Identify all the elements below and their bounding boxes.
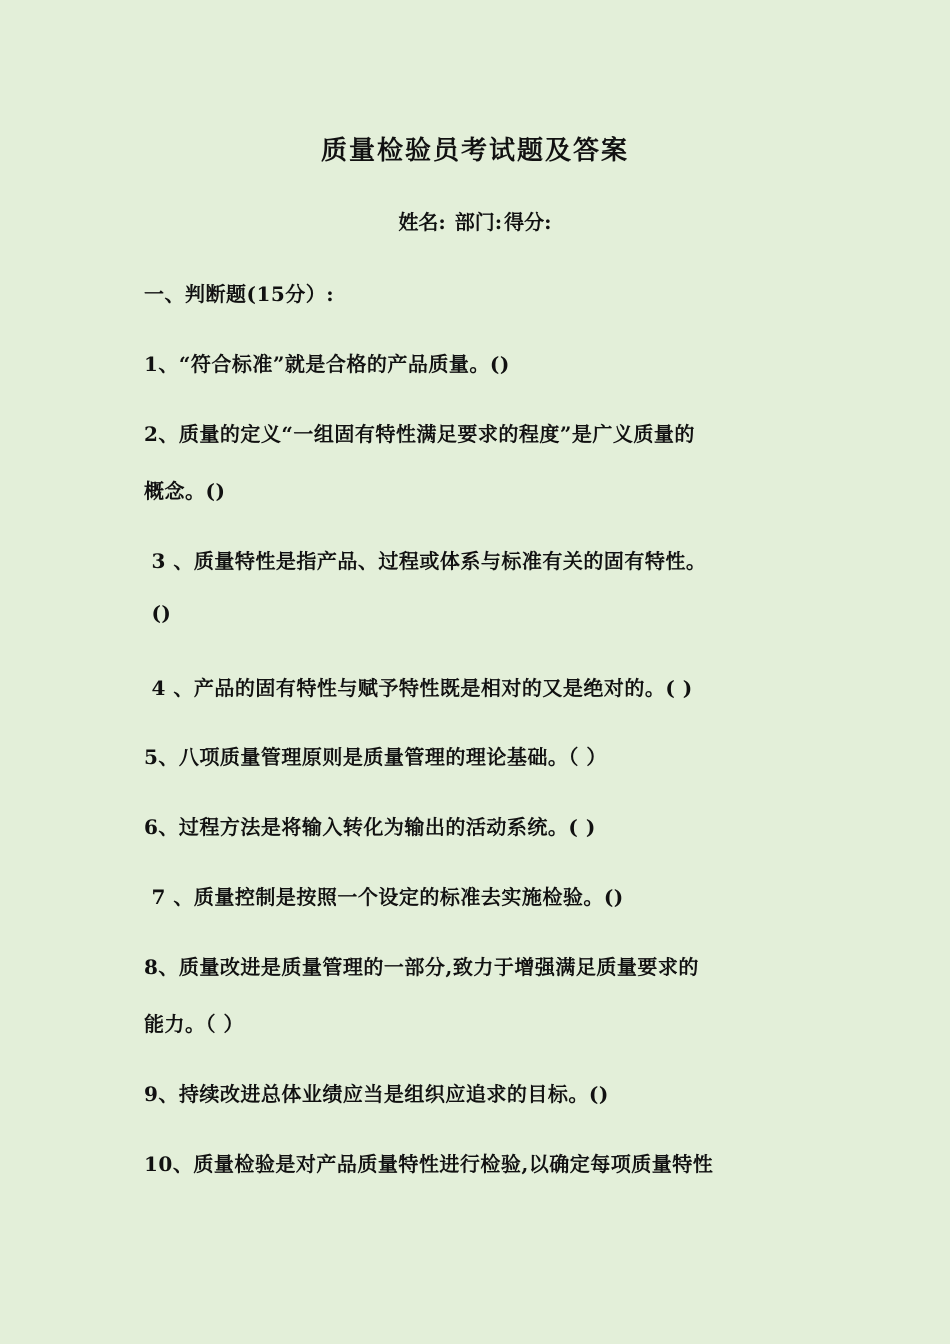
question-line: 7 、质量控制是按照一个设定的标准去实施检验。() (144, 885, 624, 909)
question-line: 4 、产品的固有特性与赋予特性既是相对的又是绝对的。( ) (144, 676, 693, 700)
question-line: () (144, 601, 172, 625)
department-label: 部门: (454, 210, 503, 234)
question-line: 5、八项质量管理原则是质量管理的理论基础。（ ） (144, 745, 607, 769)
score-label: 得分: (504, 210, 552, 234)
header-fields (0, 206, 950, 235)
question-line: 2、质量的定义“一组固有特性满足要求的程度”是广义质量的 (144, 422, 695, 446)
question-line: 3 、质量特性是指产品、过程或体系与标准有关的固有特性。 (144, 549, 707, 573)
section-heading: 一、判断题(15分）: (144, 282, 335, 306)
question-line: 8、质量改进是质量管理的一部分,致力于增强满足质量要求的 (144, 955, 699, 979)
question-line: 1、“符合标准”就是合格的产品质量。() (144, 352, 510, 376)
question-line: 6、过程方法是将输入转化为输出的活动系统。( ) (144, 815, 596, 839)
document-title: 质量检验员考试题及答案 (320, 136, 629, 166)
question-line: 概念。() (144, 479, 226, 503)
question-line: 10、质量检验是对产品质量特性进行检验,以确定每项质量特性 (144, 1152, 714, 1176)
question-line: 能力。（ ） (144, 1012, 244, 1036)
question-line: 9、持续改进总体业绩应当是组织应追求的目标。() (144, 1082, 609, 1106)
name-label: 姓名: (398, 210, 446, 234)
